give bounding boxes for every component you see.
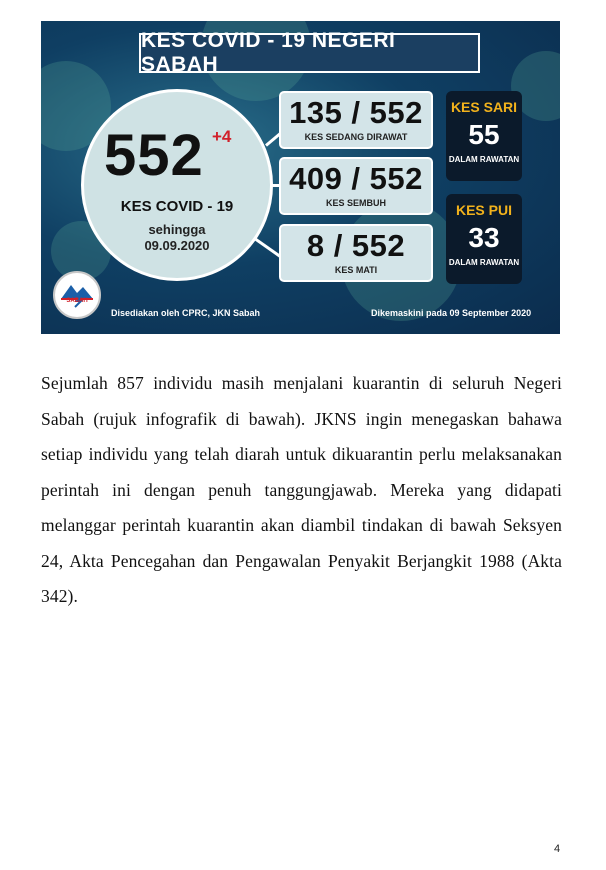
total-cases-circle	[81, 89, 273, 281]
prepared-by-text: Disediakan oleh CPRC, JKN Sabah	[111, 308, 261, 318]
infographic-title: KES COVID - 19 NEGERI SABAH	[139, 33, 480, 73]
stat-caption: KES SEMBUH	[325, 198, 386, 208]
updated-on-text: Dikemaskini pada 09 September 2020	[371, 308, 532, 318]
side-heading: KES SARI	[450, 99, 518, 115]
total-cases-number: 552	[104, 123, 204, 188]
stat-value: 135 / 552	[289, 95, 423, 130]
body-paragraph: Sejumlah 857 individu masih menjalani kuarantin di seluruh Negeri Sabah (rujuk infografik di bawah). JKNS ingin menegaskan bahawa setiap individu yang telah diarah untuk dikuarantin perlu melaksanakan perintah ini dengan penuh tanggungjawab. Mereka yang didapati melanggar perintah kuarantin akan diambil tindakan di bawah Seksyen 24, Akta Pencegahan dan Pengawalan Penyakit Berjangkit 1988 (Akta 342).	[41, 373, 562, 606]
covid-infographic	[41, 21, 560, 334]
side-caption: DALAM RAWATAN	[448, 258, 520, 267]
total-cases-label: KES COVID - 19	[120, 198, 234, 215]
mountain-logo-icon	[55, 273, 99, 317]
side-box-sari	[446, 91, 522, 181]
side-heading: KES PUI	[455, 202, 512, 218]
stat-value: 409 / 552	[289, 161, 423, 196]
logo-text: SABAH	[66, 298, 88, 304]
stat-value: 8 / 552	[306, 228, 406, 263]
stat-box-deaths	[279, 224, 433, 282]
stat-caption: KES MATI	[334, 265, 378, 275]
sabah-logo	[53, 271, 101, 319]
side-value: 55	[468, 119, 500, 150]
side-value: 33	[468, 222, 500, 253]
new-cases-increase: +4	[212, 127, 232, 146]
stat-box-recovered	[279, 157, 433, 215]
page-number: 4	[554, 843, 561, 855]
stat-box-under-treatment	[279, 91, 433, 149]
side-box-pui	[446, 194, 522, 284]
total-cases-date: 09.09.2020	[144, 238, 210, 253]
stat-caption: KES SEDANG DIRAWAT	[304, 132, 408, 142]
until-label: sehingga	[148, 222, 206, 237]
side-caption: DALAM RAWATAN	[448, 155, 520, 164]
